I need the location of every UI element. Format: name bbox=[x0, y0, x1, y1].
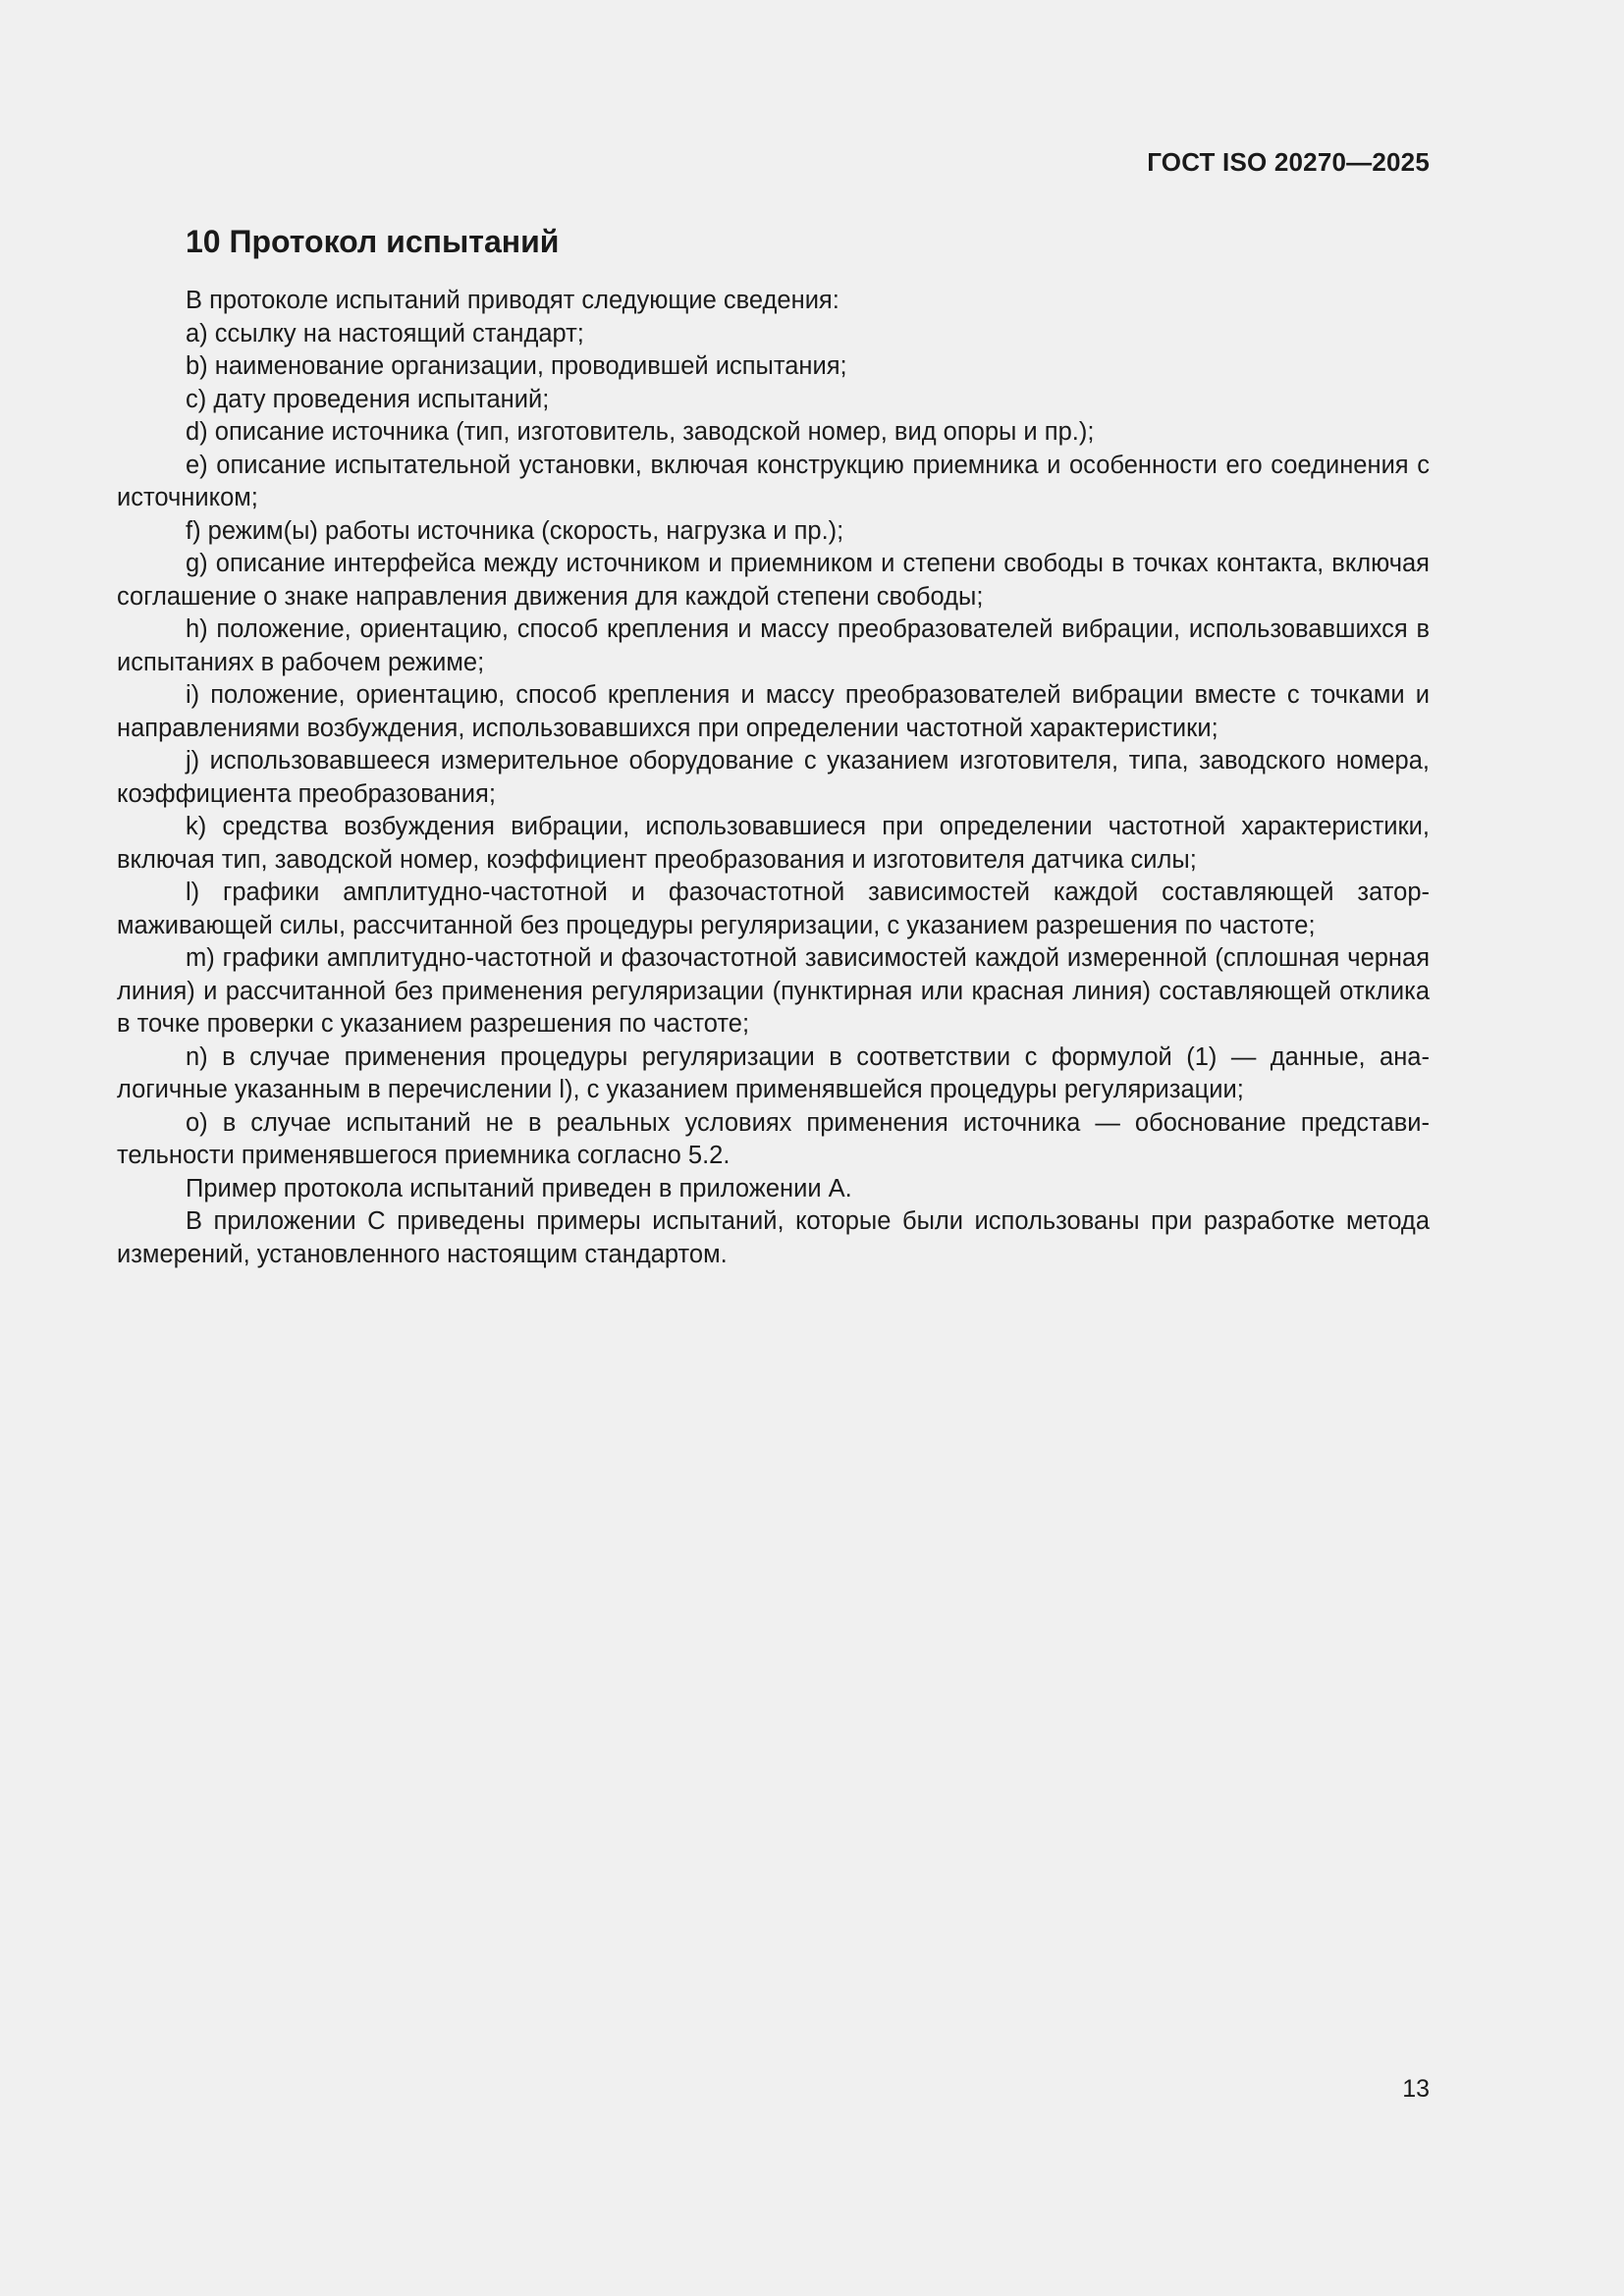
document-code: ГОСТ ISO 20270—2025 bbox=[1147, 147, 1430, 177]
list-item-i: i) положение, ориентацию, способ крепления и массу преобразователей вибрации вместе с точками и направлениями возбуждения, использовавшихся при определении частотной характеристики; bbox=[117, 681, 1430, 742]
intro-paragraph: В протоколе испытаний приводят следующие сведения: bbox=[186, 287, 839, 314]
example-reference-paragraph: Пример протокола испытаний приведен в приложении А. bbox=[186, 1174, 852, 1202]
list-item-g: g) описание интерфейса между источником и приемником и степени свободы в точках контакта, включая соглашение о знаке направления движения для каждой степени свободы; bbox=[117, 550, 1430, 611]
list-item-o: o) в случае испытаний не в реальных условиях применения источника — обоснование представительности применявшегося приемника согласно 5.2. bbox=[117, 1108, 1430, 1169]
section-title: 10 Протокол испытаний bbox=[186, 224, 560, 259]
appendix-reference-paragraph: В приложении С приведены примеры испытаний, которые были использованы при разработке метода измерений, установленного настоящим стандартом. bbox=[117, 1207, 1430, 1268]
list-item-e: e) описание испытательной установки, включая конструкцию приемника и особенности его соединения с источником; bbox=[117, 451, 1430, 511]
list-item-k: k) средства возбуждения вибрации, использовавшиеся при определении частотной характеристики, включая тип, заводской номер, коэффициент преобразования и изготовителя датчика силы; bbox=[117, 813, 1430, 874]
list-item-c: c) дату проведения испытаний; bbox=[186, 385, 550, 413]
list-item-b: b) наименование организации, проводившей испытания; bbox=[186, 352, 847, 380]
list-item-d: d) описание источника (тип, изготовитель, заводской номер, вид опоры и пр.); bbox=[186, 418, 1095, 446]
list-item-a: a) ссылку на настоящий стандарт; bbox=[186, 319, 584, 347]
page-number: 13 bbox=[1402, 2075, 1430, 2103]
list-item-h: h) положение, ориентацию, способ крепления и массу преобразователей вибрации, использовавшихся в испытаниях в рабочем режиме; bbox=[117, 615, 1430, 676]
list-item-l: l) графики амплитудно-частотной и фазочастотной зависимостей каждой составляющей затормаживающей силы, рассчитанной без процедуры регуляризации, с указанием разрешения по частоте; bbox=[117, 879, 1430, 939]
section-body bbox=[117, 285, 1430, 1271]
list-item-m: m) графики амплитудно-частотной и фазочастотной зависимостей каждой измеренной (сплошная черная линия) и рассчитанной без применения регуляризации (пунктирная или красная линия) составляющей отклика в точке проверки с указанием разрешения по частоте; bbox=[117, 944, 1430, 1038]
list-item-n: n) в случае применения процедуры регуляризации в соответствии с формулой (1) — данные, аналогичные указанным в перечислении l), с указанием применявшейся процедуры регуляризации; bbox=[117, 1042, 1430, 1103]
list-item-f: f) режим(ы) работы источника (скорость, нагрузка и пр.); bbox=[186, 516, 844, 545]
list-item-j: j) использовавшееся измерительное оборудование с указанием изготовителя, типа, заводского номера, коэффициента преобразования; bbox=[117, 747, 1430, 808]
